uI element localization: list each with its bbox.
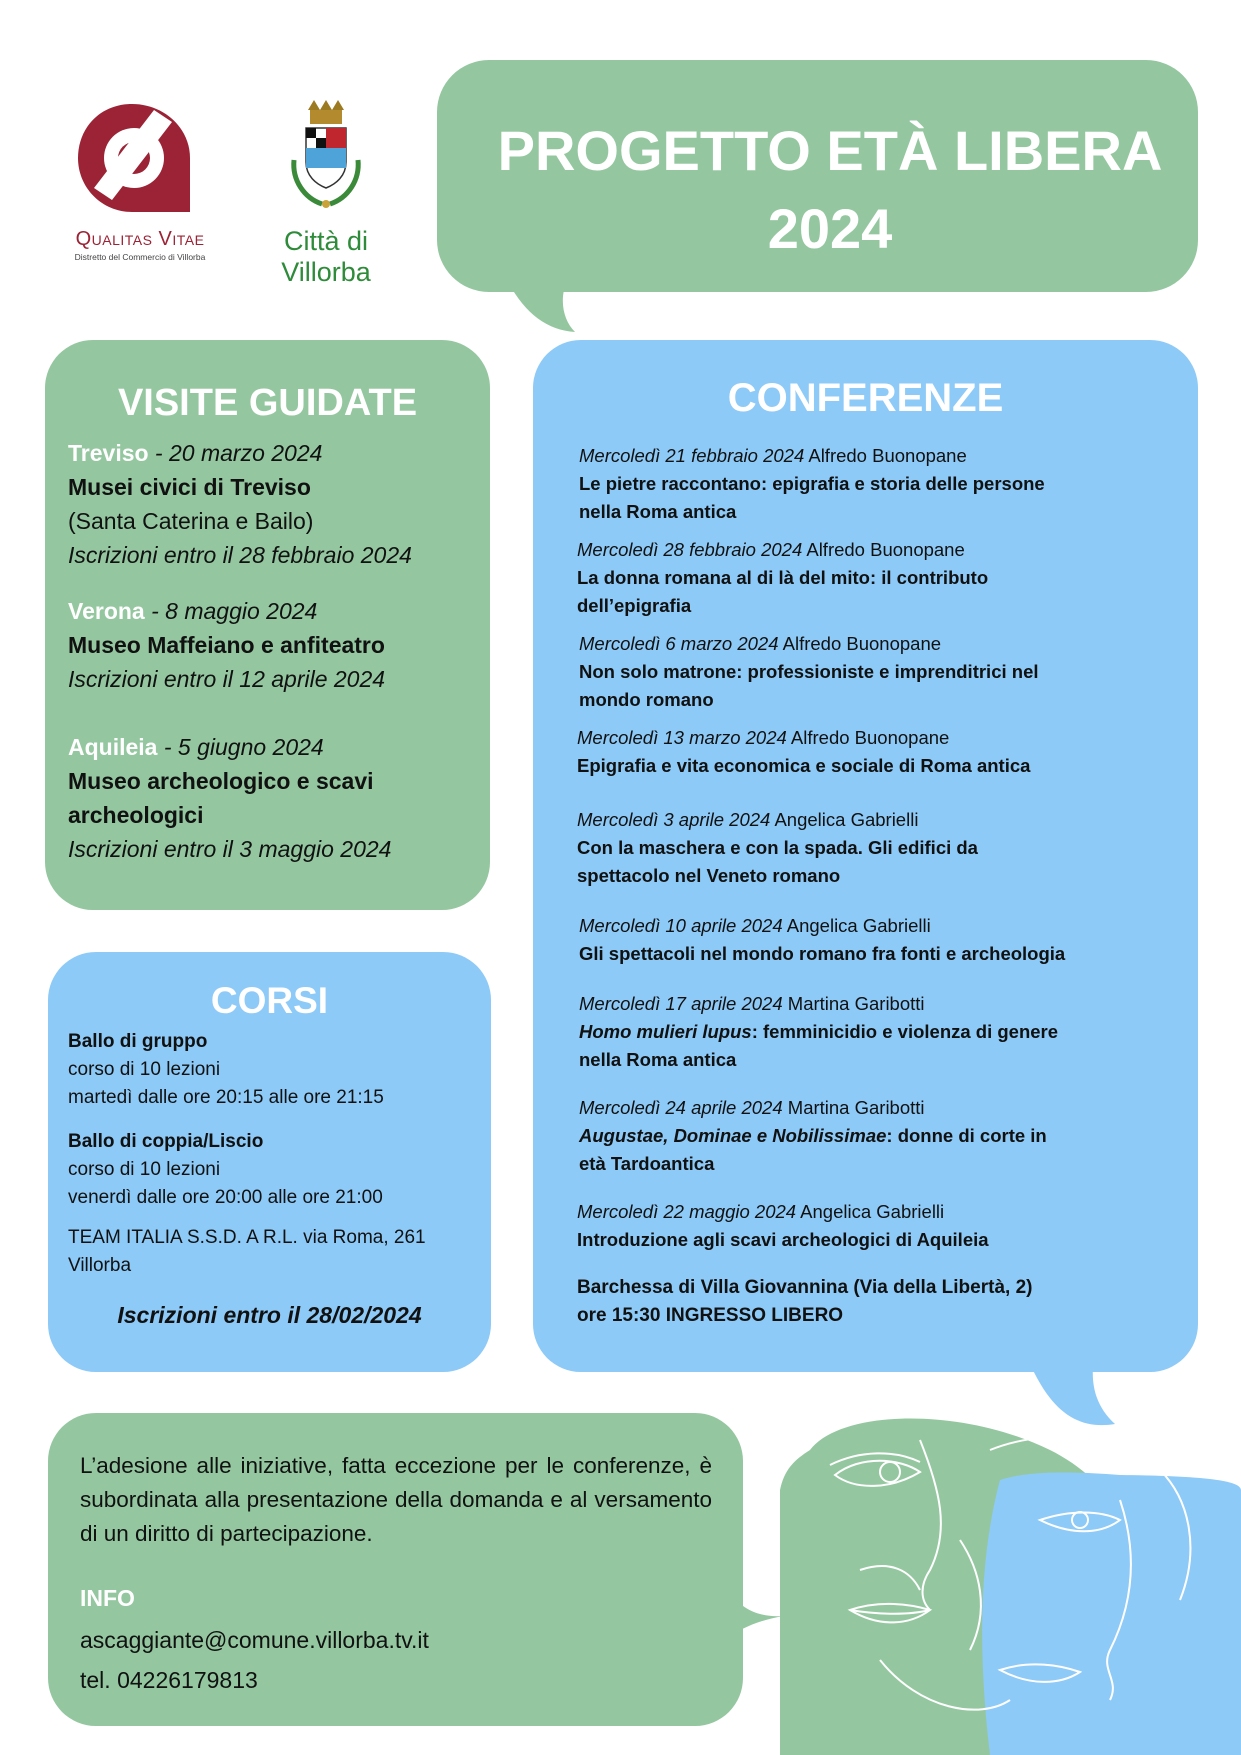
conference-title-cont: mondo romano [579, 689, 714, 710]
qualitas-vitae-name: Qualitas Vitae [75, 228, 205, 250]
conference-item [577, 806, 1137, 890]
visit-city: Treviso [68, 440, 149, 466]
corsi-panel [48, 952, 491, 1372]
conferenze-panel [533, 340, 1198, 1372]
visit-date: - 20 marzo 2024 [148, 440, 323, 466]
conferenze-heading: CONFERENZE [727, 376, 1004, 420]
conference-date: Mercoledì 24 aprile 2024 [579, 1097, 783, 1118]
conference-date: Mercoledì 10 aprile 2024 [579, 915, 783, 936]
conference-title-cont: nella Roma antica [579, 1049, 737, 1070]
visit-date: - 8 maggio 2024 [144, 598, 318, 624]
conference-title-cont: spettacolo nel Veneto romano [577, 865, 841, 886]
visite-guidate-panel [45, 340, 490, 910]
conference-date: Mercoledì 22 maggio 2024 [577, 1201, 797, 1222]
conference-speaker: Angelica Gabrielli [782, 915, 931, 936]
corsi-venue-line: Villorba [68, 1255, 132, 1276]
conference-title: Non solo matrone: professioniste e imprenditrici nel [579, 661, 1039, 682]
conference-title: Epigrafia e vita economica e sociale di Roma antica [577, 755, 1031, 776]
visit-deadline: Iscrizioni entro il 12 aprile 2024 [68, 666, 386, 692]
conference-item [579, 630, 1139, 714]
course-detail: corso di 10 lezioni [68, 1059, 221, 1080]
conference-title-cont: nella Roma antica [579, 501, 737, 522]
info-heading: INFO [80, 1585, 135, 1611]
conference-item [579, 442, 1139, 526]
corsi-venue-line: TEAM ITALIA S.S.D. A R.L. via Roma, 261 [68, 1227, 426, 1248]
visit-place: Musei civici di Treviso [68, 474, 311, 500]
conference-title-cont: età Tardoantica [579, 1153, 715, 1174]
conference-title: : donne di corte in [886, 1125, 1047, 1146]
visit-place: Museo archeologico e scavi [68, 768, 374, 794]
visite-heading: VISITE GUIDATE [117, 382, 418, 424]
qualitas-vitae-logo [72, 100, 202, 218]
visit-aquileia [68, 730, 391, 866]
title-bubble-tail [497, 280, 587, 340]
conference-speaker: Angelica Gabrielli [770, 809, 919, 830]
conference-date: Mercoledì 6 marzo 2024 [579, 633, 779, 654]
conference-speaker: Alfredo Buonopane [778, 633, 942, 654]
visit-city: Aquileia [68, 734, 158, 760]
title-line-1: PROGETTO ETÀ LIBERA [497, 119, 1163, 182]
course-ballo-di-gruppo [68, 1028, 384, 1112]
conference-item [579, 990, 1139, 1074]
corsi-heading: CORSI [210, 980, 329, 1021]
conference-title: Le pietre raccontano: epigrafia e storia delle persone [579, 473, 1045, 494]
info-panel [48, 1413, 743, 1726]
conference-speaker: Martina Garibotti [782, 1097, 925, 1118]
conference-title: : femminicidio e violenza di genere [751, 1021, 1059, 1042]
visit-extra: (Santa Caterina e Bailo) [68, 508, 314, 534]
corsi-deadline: Iscrizioni entro il 28/02/2024 [117, 1302, 422, 1328]
course-title: Ballo di coppia/Liscio [68, 1131, 264, 1152]
visit-deadline: Iscrizioni entro il 28 febbraio 2024 [68, 542, 412, 568]
course-title: Ballo di gruppo [68, 1031, 208, 1052]
conferenze-venue [577, 1274, 1032, 1330]
page-title [437, 112, 1223, 268]
course-ballo-di-coppia [68, 1128, 383, 1212]
conference-date: Mercoledì 3 aprile 2024 [577, 809, 771, 830]
conference-date: Mercoledì 17 aprile 2024 [579, 993, 783, 1014]
conference-speaker: Alfredo Buonopane [802, 539, 965, 560]
conference-title: La donna romana al di là del mito: il contributo [577, 567, 989, 588]
conference-item [577, 724, 1137, 780]
conference-item [579, 1094, 1139, 1178]
visit-city: Verona [68, 598, 145, 624]
visit-verona [68, 594, 385, 696]
conference-title: Introduzione agli scavi archeologici di Aquileia [577, 1229, 989, 1250]
conference-title-italic: Augustae, Dominae e Nobilissimae [579, 1125, 887, 1146]
visit-date: - 5 giugno 2024 [157, 734, 324, 760]
conference-speaker: Angelica Gabrielli [796, 1201, 945, 1222]
villorba-crest-icon [284, 100, 368, 212]
course-schedule: martedì dalle ore 20:15 alle ore 21:15 [68, 1087, 384, 1108]
visit-place: Museo Maffeiano e anfiteatro [68, 632, 385, 658]
conference-date: Mercoledì 13 marzo 2024 [577, 727, 787, 748]
visit-deadline: Iscrizioni entro il 3 maggio 2024 [68, 836, 392, 862]
conference-title: Con la maschera e con la spada. Gli edifici da [577, 837, 978, 858]
conference-date: Mercoledì 21 febbraio 2024 [579, 445, 805, 466]
faces-illustration [780, 1410, 1241, 1755]
conference-item [579, 912, 1179, 968]
info-phone: tel. 04226179813 [80, 1667, 258, 1693]
visit-treviso [68, 436, 412, 572]
conference-title-cont: dell’epigrafia [577, 595, 692, 616]
corsi-venue [68, 1224, 468, 1280]
info-email-link[interactable]: ascaggiante@comune.villorba.tv.it [80, 1627, 429, 1653]
conferenze-venue-line: Barchessa di Villa Giovannina (Via della Libertà, 2) [577, 1277, 1033, 1298]
conference-item [577, 1198, 1137, 1254]
conference-item [577, 536, 1137, 620]
conference-speaker: Martina Garibotti [782, 993, 925, 1014]
conference-date: Mercoledì 28 febbraio 2024 [577, 539, 803, 560]
course-schedule: venerdì dalle ore 20:00 alle ore 21:00 [68, 1187, 383, 1208]
visit-place: archeologici [68, 802, 204, 828]
qualitas-vitae-subtitle: Distretto del Commercio di Villorba [74, 252, 206, 262]
title-line-2: 2024 [767, 197, 893, 260]
conference-speaker: Alfredo Buonopane [786, 727, 950, 748]
participation-note: L’adesione alle iniziative, fatta eccezione per le conferenze, è subordinata alla presentazione della domanda e al versamento di un diritto di partecipazione. [80, 1453, 712, 1546]
citta-di-villorba-logo-text: Città di Villorba [281, 226, 371, 287]
conference-title: Gli spettacoli nel mondo romano fra fonti e archeologia [579, 943, 1066, 964]
conference-title-italic: Homo mulieri lupus [579, 1021, 752, 1042]
conference-speaker: Alfredo Buonopane [804, 445, 967, 466]
course-detail: corso di 10 lezioni [68, 1159, 221, 1180]
conferenze-venue-time: ore 15:30 INGRESSO LIBERO [577, 1305, 844, 1326]
